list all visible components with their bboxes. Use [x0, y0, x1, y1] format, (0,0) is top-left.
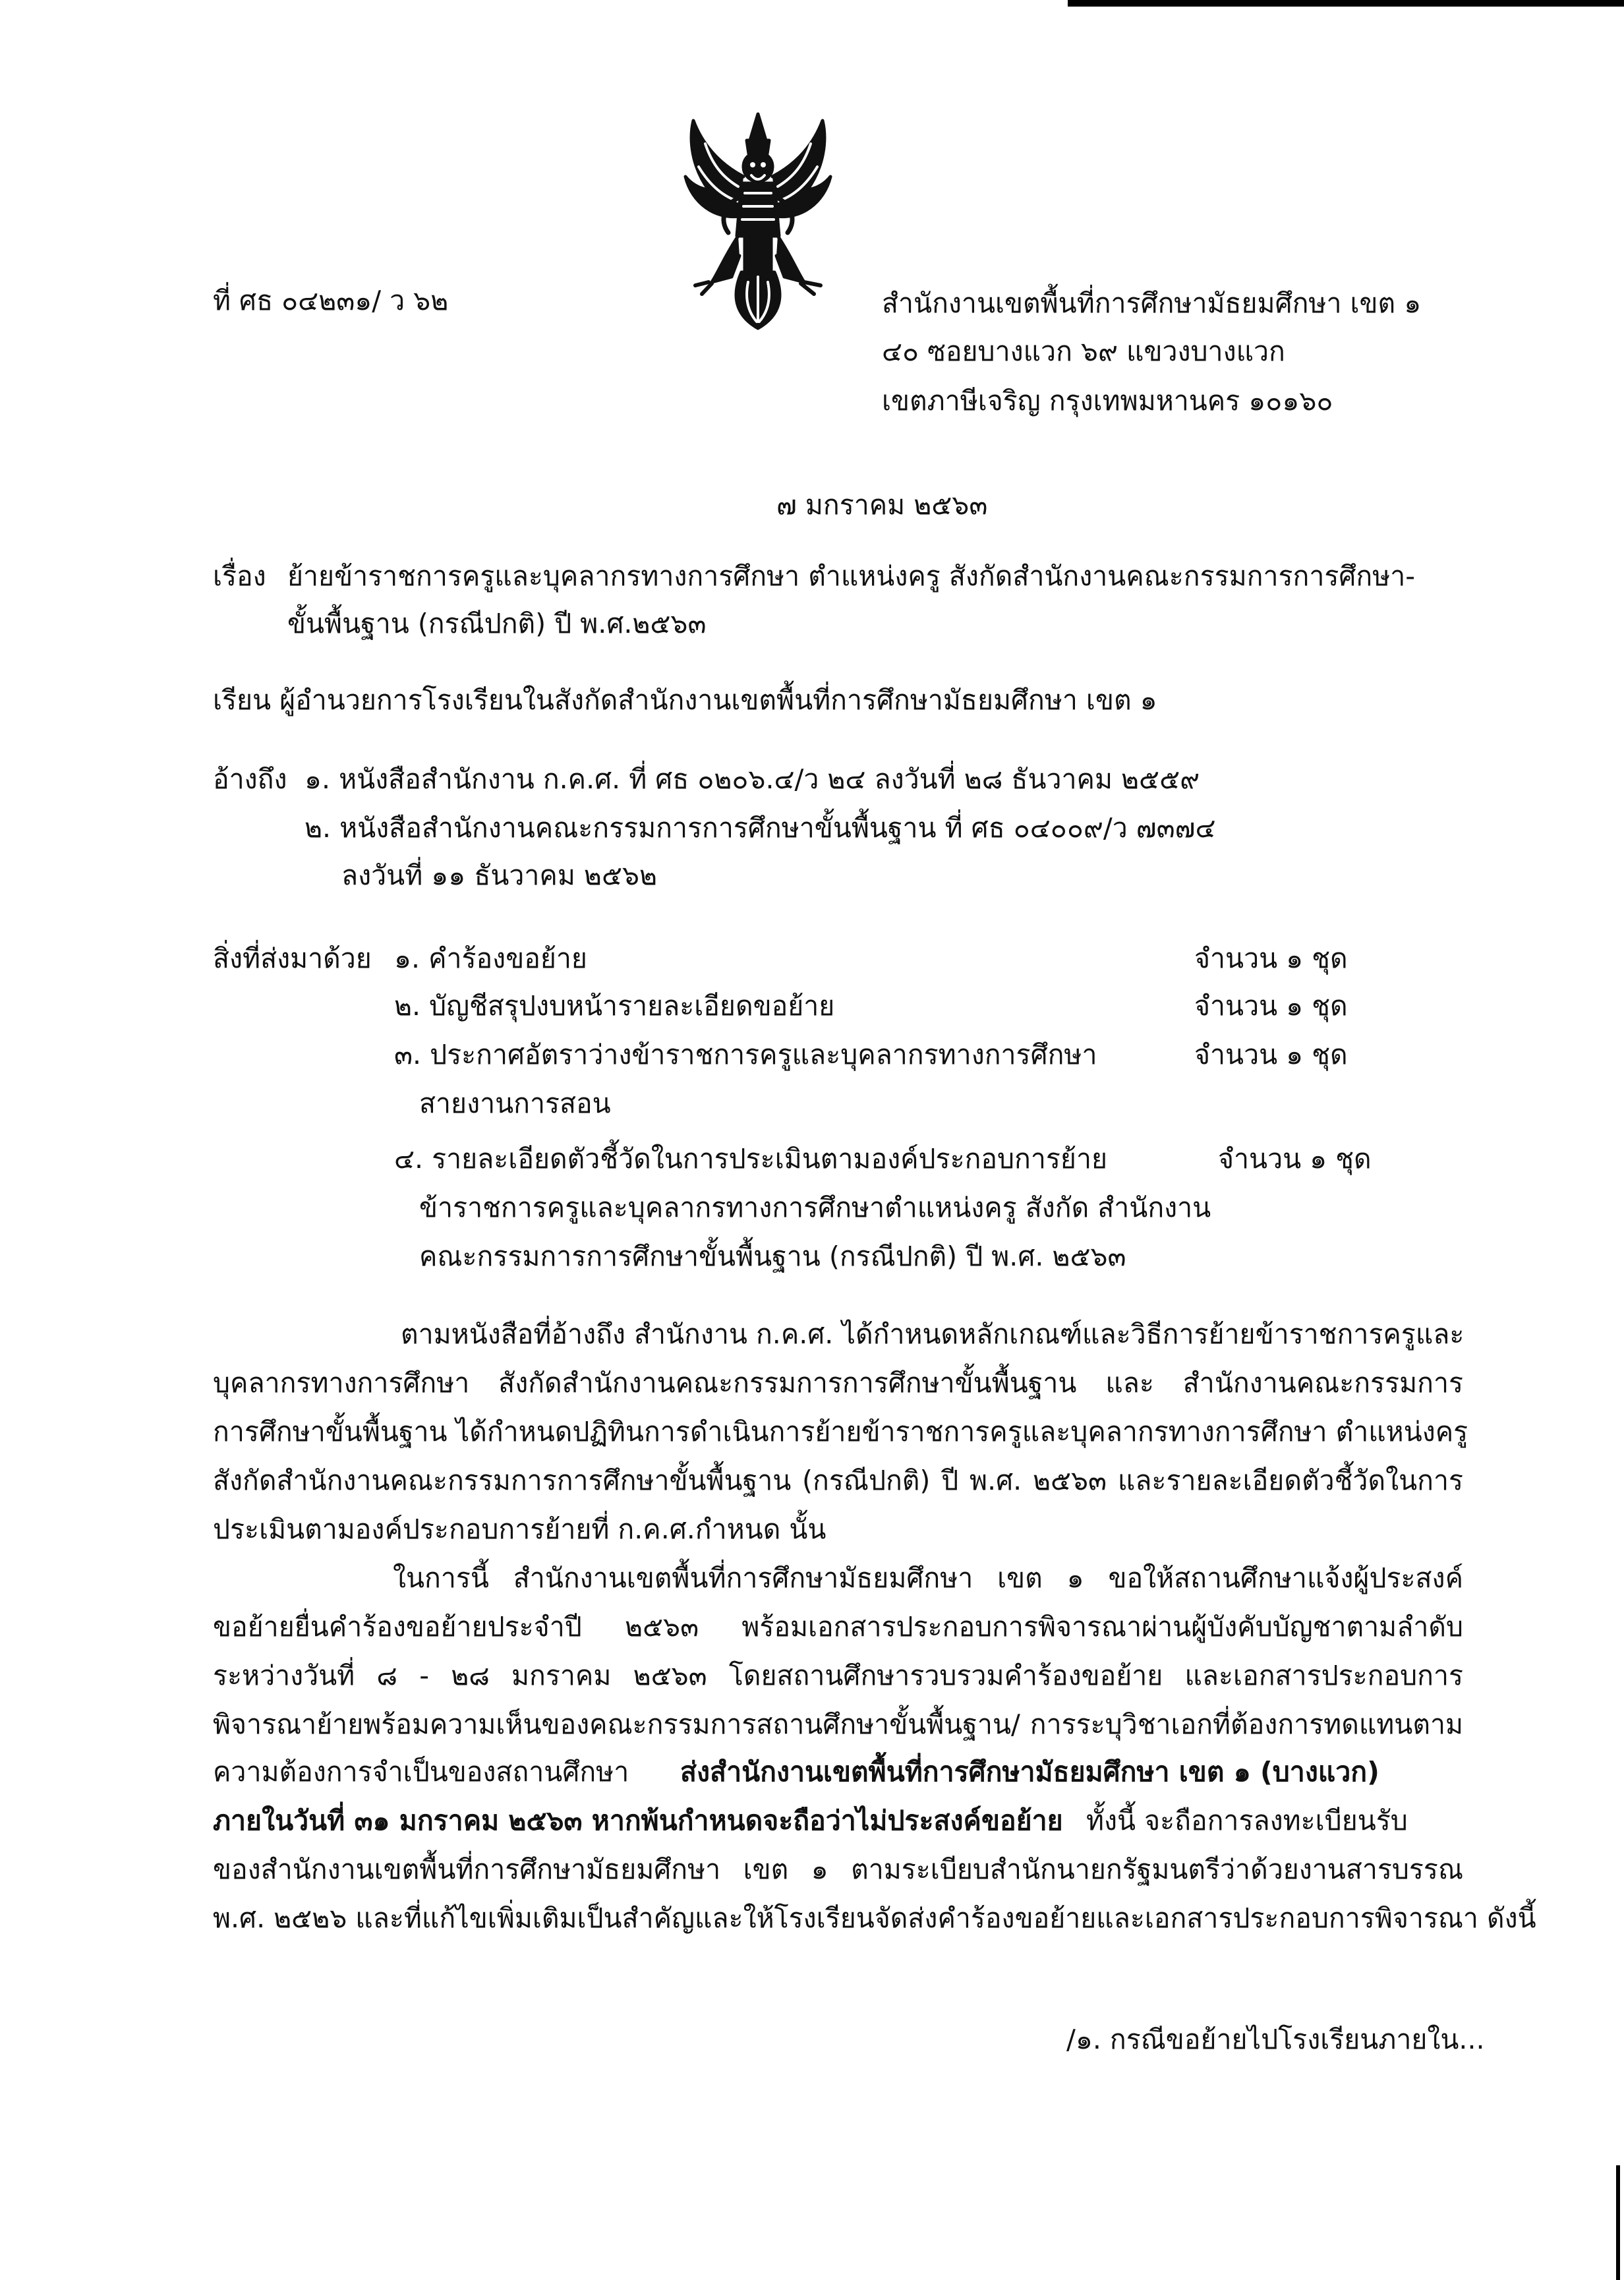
enclosure-item-2: ๒. บัญชีสรุปงบหน้ารายละเอียดขอย้าย — [394, 990, 835, 1022]
body-p2-line5-bold: ส่งสำนักงานเขตพื้นที่การศึกษามัธยมศึกษา เขต ๑ (บางแวก) — [680, 1756, 1379, 1788]
enclosure-item-4-line3: คณะกรรมการการศึกษาขั้นพื้นฐาน (กรณีปกติ) ปี พ.ศ. ๒๕๖๓ — [419, 1241, 1126, 1272]
office-address-line1: ๔๐ ซอยบางแวก ๖๙ แขวงบางแวก — [882, 336, 1285, 367]
subject-label: เรื่อง — [213, 560, 266, 592]
body-p2-line3: ระหว่างวันที่ ๘ - ๒๘ มกราคม ๒๕๖๓ โดยสถานศึกษารวบรวมคำร้องขอย้าย และเอกสารประกอบการ — [213, 1660, 1463, 1691]
body-p1-line1: ตามหนังสือที่อ้างถึง สำนักงาน ก.ค.ศ. ได้กำหนดหลักเกณฑ์และวิธีการย้ายข้าราชการครูและ — [401, 1318, 1464, 1350]
enclosure-item-4: ๔. รายละเอียดตัวชี้วัดในการประเมินตามองค์ประกอบการย้าย — [394, 1143, 1107, 1175]
body-p1-line5: ประเมินตามองค์ประกอบการย้ายที่ ก.ค.ศ.กำหนด นั้น — [213, 1513, 826, 1545]
body-p1-line3: การศึกษาขั้นพื้นฐาน ได้กำหนดปฏิทินการดำเนินการย้ายข้าราชการครูและบุคลากรทางการศึกษา ตำแหน่งครู — [213, 1416, 1468, 1447]
body-p2-line6-bold: ภายในวันที่ ๓๑ มกราคม ๒๕๖๓ หากพ้นกำหนดจะถือว่าไม่ประสงค์ขอย้าย — [213, 1805, 1063, 1836]
continuation-note: /๑. กรณีขอย้ายไปโรงเรียนภายใน... — [1066, 2024, 1485, 2055]
office-address-line2: เขตภาษีเจริญ กรุงเทพมหานคร ๑๐๑๖๐ — [882, 385, 1333, 417]
enclosures-label: สิ่งที่ส่งมาด้วย — [213, 943, 372, 974]
enclosure-item-1: ๑. คำร้องขอย้าย — [394, 943, 587, 974]
body-p2-line4: พิจารณาย้ายพร้อมความเห็นของคณะกรรมการสถานศึกษาขั้นพื้นฐาน/ การระบุวิชาเอกที่ต้องการทดแทนตาม — [213, 1709, 1463, 1740]
reference-item-2-date: ลงวันที่ ๑๑ ธันวาคม ๒๕๖๒ — [341, 860, 658, 891]
references-label: อ้างถึง — [213, 763, 287, 795]
body-p1-line4: สังกัดสำนักงานคณะกรรมการการศึกษาขั้นพื้นฐาน (กรณีปกติ) ปี พ.ศ. ๒๕๖๓ และรายละเอียดตัวชี้วัดในการ — [213, 1465, 1463, 1496]
office-name: สำนักงานเขตพื้นที่การศึกษามัธยมศึกษา เขต ๑ — [882, 287, 1422, 319]
body-p2-line6-normal: ทั้งนี้ จะถือการลงทะเบียนรับ — [1086, 1805, 1408, 1836]
enclosure-item-1-qty: จำนวน ๑ ชุด — [1194, 943, 1348, 974]
enclosure-item-4-qty: จำนวน ๑ ชุด — [1218, 1143, 1372, 1175]
reference-item-1: ๑. หนังสือสำนักงาน ก.ค.ศ. ที่ ศธ ๐๒๐๖.๔/ว ๒๔ ลงวันที่ ๒๘ ธันวาคม ๒๕๕๙ — [304, 763, 1200, 795]
enclosure-item-2-qty: จำนวน ๑ ชุด — [1194, 990, 1348, 1022]
body-p1-line2: บุคลากรทางการศึกษา สังกัดสำนักงานคณะกรรมการการศึกษาขั้นพื้นฐาน และ สำนักงานคณะกรรมการ — [213, 1367, 1463, 1399]
salutation: เรียน ผู้อำนวยการโรงเรียนในสังกัดสำนักงานเขตพื้นที่การศึกษามัธยมศึกษา เขต ๑ — [213, 684, 1157, 716]
document-date: ๗ มกราคม ๒๕๖๓ — [776, 489, 988, 521]
body-p2-line5-normal: ความต้องการจำเป็นของสถานศึกษา — [213, 1756, 629, 1788]
enclosure-item-3: ๓. ประกาศอัตราว่างข้าราชการครูและบุคลากรทางการศึกษา — [394, 1039, 1097, 1070]
subject-line2: ขั้นพื้นฐาน (กรณีปกติ) ปี พ.ศ.๒๕๖๓ — [287, 608, 707, 639]
subject-line1: ย้ายข้าราชการครูและบุคลากรทางการศึกษา ตำแหน่งครู สังกัดสำนักงานคณะกรรมการการศึกษา- — [287, 560, 1416, 592]
body-p2-line2: ขอย้ายยื่นคำร้องขอย้ายประจำปี ๒๕๖๓ พร้อมเอกสารประกอบการพิจารณาผ่านผู้บังคับบัญชาตามลำดับ — [213, 1611, 1463, 1643]
reference-number: ที่ ศธ ๐๔๒๓๑/ ว ๖๒ — [213, 285, 449, 316]
body-p2-line1: ในการนี้ สำนักงานเขตพื้นที่การศึกษามัธยมศึกษา เขต ๑ ขอให้สถานศึกษาแจ้งผู้ประสงค์ — [393, 1562, 1463, 1594]
body-p2-line7: ของสำนักงานเขตพื้นที่การศึกษามัธยมศึกษา เขต ๑ ตามระเบียบสำนักนายกรัฐมนตรีว่าด้วยงานสารบรรณ — [213, 1854, 1463, 1885]
enclosure-item-4-line2: ข้าราชการครูและบุคลากรทางการศึกษาตำแหน่งครู สังกัด สำนักงาน — [419, 1192, 1211, 1223]
enclosure-item-3-line2: สายงานการสอน — [419, 1088, 611, 1119]
reference-item-2: ๒. หนังสือสำนักงานคณะกรรมการการศึกษาขั้นพื้นฐาน ที่ ศธ ๐๔๐๐๙/ว ๗๓๗๔ — [304, 812, 1216, 844]
scan-edge-right — [1616, 2165, 1620, 2280]
enclosure-item-3-qty: จำนวน ๑ ชุด — [1194, 1039, 1348, 1070]
scan-edge-top — [1068, 0, 1624, 7]
body-p2-line8: พ.ศ. ๒๕๒๖ และที่แก้ไขเพิ่มเติมเป็นสำคัญและให้โรงเรียนจัดส่งคำร้องขอย้ายและเอกสารประกอบการพิจารณา ดังนี้ — [213, 1902, 1536, 1934]
garuda-emblem-icon — [679, 104, 837, 335]
